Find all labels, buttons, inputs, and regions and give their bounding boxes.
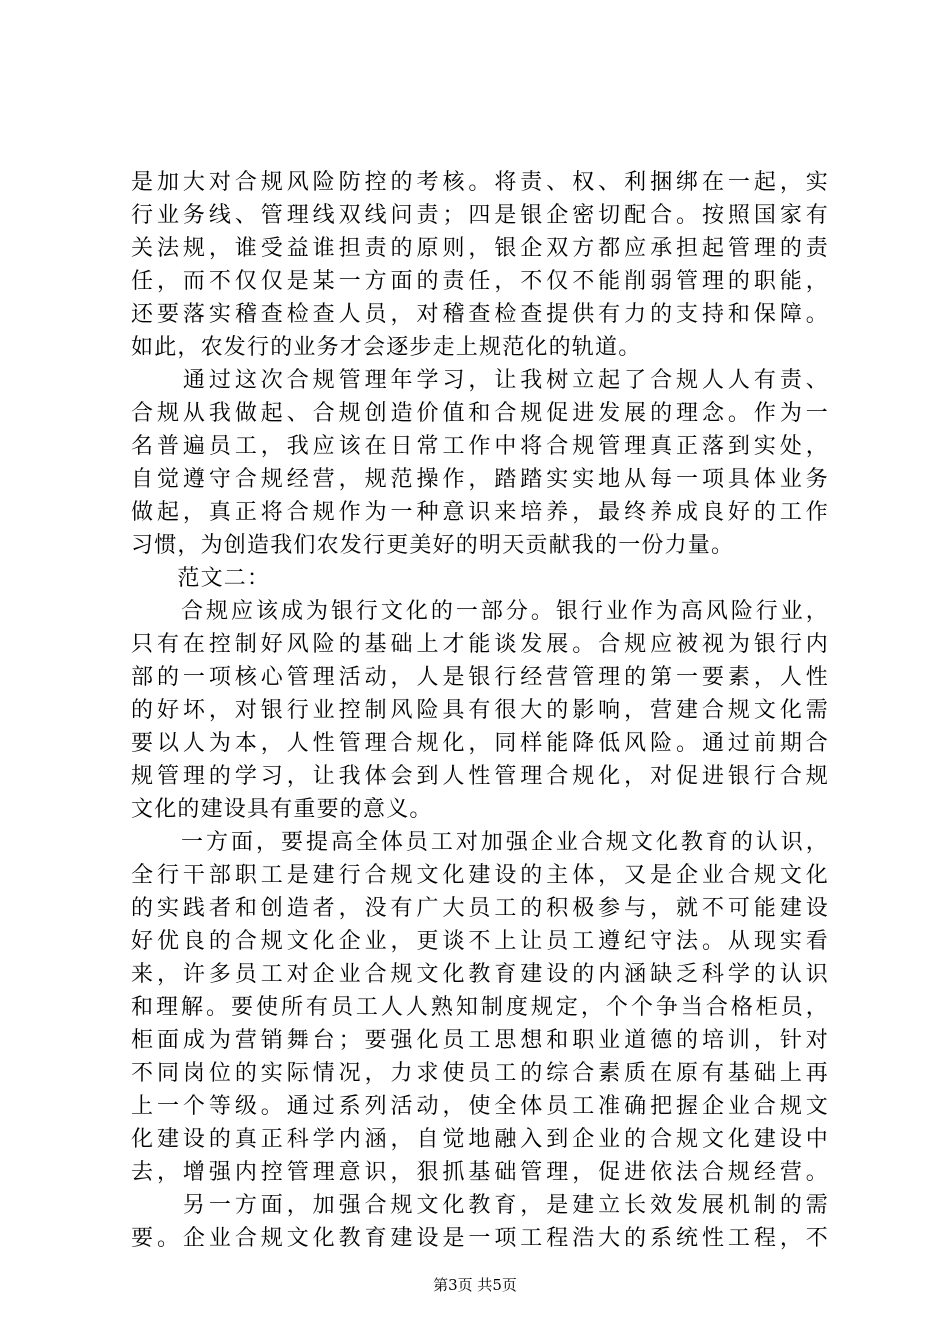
text-line: 不同岗位的实际情况，力求使员工的综合素质在原有基础上再 xyxy=(131,1061,829,1086)
text-line: 自觉遵守合规经营，规范操作，踏踏实实地从每一项具体业务 xyxy=(131,467,829,492)
text-line: 上一个等级。通过系列活动，使全体员工准确把握企业合规文 xyxy=(131,1094,829,1119)
text-line: 另一方面，加强合规文化教育，是建立长效发展机制的需 xyxy=(131,1193,829,1218)
document-body xyxy=(131,166,829,1255)
page-footer: 第3页 共5页 xyxy=(433,1276,517,1294)
text-line: 还要落实稽查检查人员，对稽查检查提供有力的支持和保障。 xyxy=(131,302,829,327)
text-line: 任，而不仅仅是某一方面的责任，不仅不能削弱管理的职能， xyxy=(131,269,829,294)
text-line: 关法规，谁受益谁担责的原则，银企双方都应承担起管理的责 xyxy=(131,236,829,261)
text-line: 去，增强内控管理意识，狠抓基础管理，促进依法合规经营。 xyxy=(131,1160,829,1185)
text-line: 和理解。要使所有员工人人熟知制度规定，个个争当合格柜员， xyxy=(131,995,829,1020)
text-line: 一方面，要提高全体员工对加强企业合规文化教育的认识， xyxy=(131,830,829,855)
text-line: 好优良的合规文化企业，更谈不上让员工遵纪守法。从现实看 xyxy=(131,929,829,954)
section-heading: 范文二： xyxy=(131,566,271,591)
text-line: 通过这次合规管理年学习，让我树立起了合规人人有责、 xyxy=(131,368,829,393)
text-line: 的好坏，对银行业控制风险具有很大的影响，营建合规文化需 xyxy=(131,698,829,723)
text-line: 的实践者和创造者，没有广大员工的积极参与，就不可能建设 xyxy=(131,896,829,921)
text-line: 规管理的学习，让我体会到人性管理合规化，对促进银行合规 xyxy=(131,764,829,789)
text-line: 化建设的真正科学内涵，自觉地融入到企业的合规文化建设中 xyxy=(131,1127,829,1152)
text-line: 要以人为本，人性管理合规化，同样能降低风险。通过前期合 xyxy=(131,731,829,756)
text-line: 柜面成为营销舞台；要强化员工思想和职业道德的培训，针对 xyxy=(131,1028,829,1053)
text-line: 做起，真正将合规作为一种意识来培养，最终养成良好的工作 xyxy=(131,500,829,525)
text-line: 文化的建设具有重要的意义。 xyxy=(131,797,433,822)
text-line: 合规从我做起、合规创造价值和合规促进发展的理念。作为一 xyxy=(131,401,829,426)
text-line: 名普遍员工，我应该在日常工作中将合规管理真正落到实处， xyxy=(131,434,829,459)
text-line: 如此，农发行的业务才会逐步走上规范化的轨道。 xyxy=(131,335,642,360)
text-line: 行业务线、管理线双线问责；四是银企密切配合。按照国家有 xyxy=(131,203,829,228)
text-line: 来，许多员工对企业合规文化教育建设的内涵缺乏科学的认识 xyxy=(131,962,829,987)
text-line: 全行干部职工是建行合规文化建设的主体，又是企业合规文化 xyxy=(131,863,829,888)
text-line: 是加大对合规风险防控的考核。将责、权、利捆绑在一起，实 xyxy=(131,170,829,195)
text-line: 要。企业合规文化教育建设是一项工程浩大的系统性工程，不 xyxy=(131,1226,829,1251)
text-line: 部的一项核心管理活动，人是银行经营管理的第一要素，人性 xyxy=(131,665,829,690)
text-line: 习惯，为创造我们农发行更美好的明天贡献我的一份力量。 xyxy=(131,533,735,558)
text-line: 只有在控制好风险的基础上才能谈发展。合规应被视为银行内 xyxy=(131,632,829,657)
text-line: 合规应该成为银行文化的一部分。银行业作为高风险行业， xyxy=(131,599,829,624)
